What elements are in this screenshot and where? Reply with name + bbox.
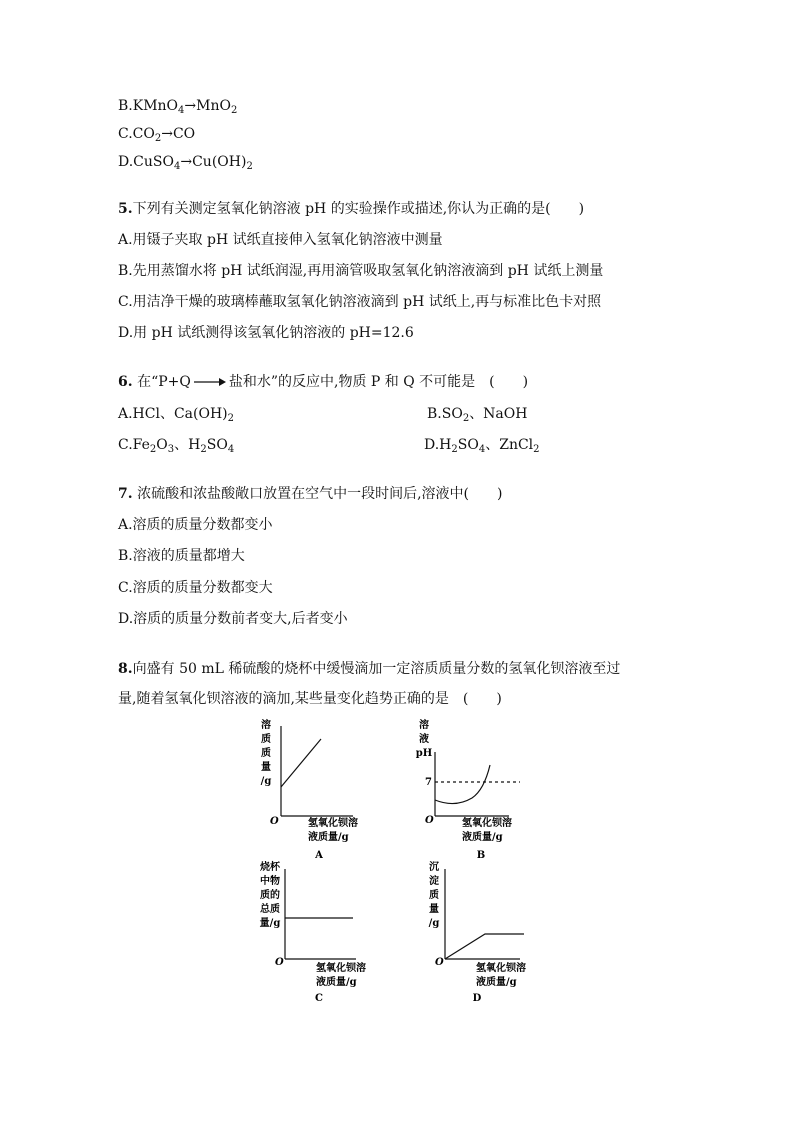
q5-option-b: B.先用蒸馏水将 pH 试纸润湿,再用滴管吸取氢氧化钠溶液滴到 pH 试纸上测量 bbox=[118, 263, 604, 279]
graph-d-origin: O bbox=[435, 957, 444, 968]
q5-number: 5. bbox=[118, 201, 133, 217]
graph-d-ylabel-5: /g bbox=[428, 918, 440, 929]
graph-c-ylabel-5: 量/g bbox=[259, 918, 281, 929]
graph-a-origin: O bbox=[270, 816, 279, 827]
graph-a-xlabel-1: 氢氧化钡溶 bbox=[308, 818, 358, 829]
graph-d-ylabel-3: 质 bbox=[429, 890, 439, 901]
q4-option-d: $D.CuSO_4\to Cu(OH)_2$ bbox=[118, 154, 253, 172]
q8-stem-line1: 8.向盛有 50 mL 稀硫酸的烧杯中缓慢滴加一定溶质质量分数的氢氧化钡溶液至过 bbox=[118, 661, 621, 677]
graph-c-ylabel-4: 总质 bbox=[260, 904, 280, 915]
reaction-arrow-icon bbox=[193, 376, 227, 388]
q7-option-b: B.溶液的质量都增大 bbox=[118, 548, 245, 564]
q6-option-d: $D.H_2SO_4$、ZnCl$_2$ bbox=[424, 437, 540, 455]
graph-d-caption: D bbox=[472, 993, 482, 1004]
graph-c-origin: O bbox=[275, 957, 284, 968]
graph-c-xlabel-1: 氢氧化钡溶 bbox=[316, 963, 366, 974]
graph-a-ylabel-1: 溶 bbox=[261, 720, 271, 731]
graph-d-ylabel-1: 沉 bbox=[429, 862, 439, 873]
q5-stem: 5.下列有关测定氢氧化钠溶液 pH 的实验操作或描述,你认为正确的是( ) bbox=[118, 201, 585, 217]
graph-a-curve bbox=[281, 739, 321, 787]
graph-b-tick-7: 7 bbox=[425, 777, 432, 788]
q6-number: 6. bbox=[118, 374, 133, 390]
graph-b-curve bbox=[435, 765, 490, 804]
q7-option-c: C.溶质的质量分数都变大 bbox=[118, 580, 273, 596]
graph-a-ylabel-5: /g bbox=[260, 776, 272, 787]
graph-a-ylabel-4: 量 bbox=[261, 762, 271, 773]
q5-option-a: A.用镊子夹取 pH 试纸直接伸入氢氧化钠溶液中测量 bbox=[118, 232, 443, 248]
q5-option-d: D.用 pH 试纸测得该氢氧化钠溶液的 pH=12.6 bbox=[118, 325, 414, 341]
graph-b-xlabel-1: 氢氧化钡溶 bbox=[462, 818, 512, 829]
graph-c-ylabel-1: 烧杯 bbox=[260, 862, 280, 873]
graph-a-caption: A bbox=[315, 850, 323, 861]
q4-option-c: $C.CO_2\to CO$ bbox=[118, 126, 196, 144]
graph-d-curve bbox=[445, 934, 524, 959]
graph-c-xlabel-2: 液质量/g bbox=[316, 977, 357, 988]
graph-a bbox=[250, 714, 400, 864]
q7-stem: 7. 浓硫酸和浓盐酸敞口放置在空气中一段时间后,溶液中( ) bbox=[118, 486, 503, 502]
graph-a-xlabel-2: 液质量/g bbox=[308, 832, 349, 843]
q7-option-d: D.溶质的质量分数前者变大,后者变小 bbox=[118, 611, 348, 627]
q6-option-b: $B.SO_2$、NaOH bbox=[427, 406, 528, 424]
graph-d-xlabel-1: 氢氧化钡溶 bbox=[476, 963, 526, 974]
graph-c-ylabel-3: 质的 bbox=[260, 890, 280, 901]
graph-c bbox=[250, 857, 400, 1007]
graph-c-ylabel-2: 中物 bbox=[260, 876, 280, 887]
q7-number: 7. bbox=[118, 486, 133, 502]
q6-stem: 6. 在“P+Q 盐和水”的反应中,物质 P 和 Q 不可能是 ( ) bbox=[118, 374, 529, 390]
graph-b-xlabel-2: 液质量/g bbox=[462, 832, 503, 843]
graph-b-caption: B bbox=[476, 850, 486, 861]
graph-b-ylabel-3: pH bbox=[415, 748, 433, 759]
graph-b-ylabel-1: 溶 bbox=[419, 720, 429, 731]
graph-d-ylabel-4: 量 bbox=[429, 904, 439, 915]
q8-number: 8. bbox=[118, 661, 133, 677]
graph-d-ylabel-2: 淀 bbox=[429, 876, 439, 887]
q6-option-a: A.HCl、$Ca(OH)_2$ bbox=[118, 406, 235, 424]
graph-b bbox=[410, 714, 560, 864]
graph-c-caption: C bbox=[315, 993, 323, 1004]
graph-d-xlabel-2: 液质量/g bbox=[476, 977, 517, 988]
graph-b-ylabel-2: 液 bbox=[419, 734, 429, 745]
graph-d bbox=[410, 857, 560, 1007]
graph-b-origin: O bbox=[425, 815, 434, 826]
q4-option-b: B.KMnO$_4$→MnO$_2$ bbox=[118, 98, 238, 116]
graph-a-ylabel-2: 质 bbox=[261, 734, 271, 745]
q7-option-a: A.溶质的质量分数都变小 bbox=[118, 517, 273, 533]
q8-stem-line2: 量,随着氢氧化钡溶液的滴加,某些量变化趋势正确的是 ( ) bbox=[118, 691, 502, 707]
q5-option-c: C.用洁净干燥的玻璃棒蘸取氢氧化钠溶液滴到 pH 试纸上,再与标准比色卡对照 bbox=[118, 294, 602, 310]
graph-a-ylabel-3: 质 bbox=[261, 748, 271, 759]
q6-option-c: $C.Fe_2O_3$、$H_2SO_4$ bbox=[118, 437, 235, 455]
